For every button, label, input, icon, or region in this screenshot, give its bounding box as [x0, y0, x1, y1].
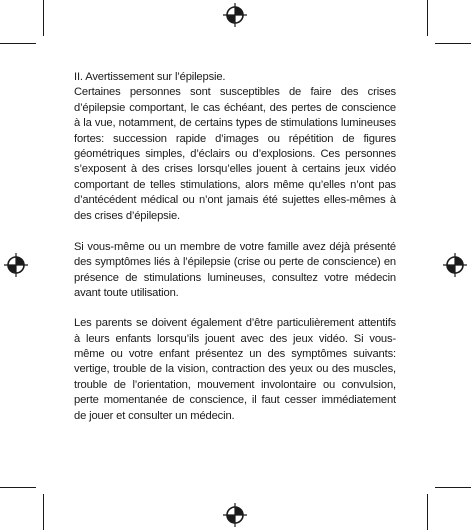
warning-paragraph-2: Si vous-même ou un membre de votre famille avez déjà présenté des symptômes liés à l’épilepsie (crise ou perte de conscience) en présence de stimulations lumineuses, consultez votre médecin avant toute utilisation.: [74, 241, 396, 300]
crop-mark-top-left-horizontal: [0, 43, 36, 44]
epilepsy-warning-section: [74, 70, 396, 439]
crop-mark-top-right-horizontal: [435, 43, 471, 44]
crop-mark-top-right-vertical: [427, 0, 428, 36]
registration-target-icon: [443, 253, 467, 277]
warning-paragraph-1: Certaines personnes sont susceptibles de faire des crises d’épilepsie comportant, le cas échéant, des pertes de conscience à la vue, notamment, de certains types de stimulations lumineuses fortes: succession rapide d’images ou répétition de figures géométriques simples, d’éclairs ou d’explosions. Ces personnes s’exposent à des crises lorsqu’elles jouent à certains jeux vidéo comportant de telles stimulations, alors même qu’elles n’ont pas d’antécédent médical ou n’ont jamais été sujettes elles-mêmes à des crises d’épilepsie.: [74, 86, 396, 222]
crop-mark-bottom-left-horizontal: [0, 487, 36, 488]
section-heading: II. Avertissement sur l’épilepsie.: [74, 71, 226, 83]
crop-mark-top-left-vertical: [43, 0, 44, 36]
registration-target-icon: [223, 503, 247, 527]
crop-mark-bottom-left-vertical: [43, 494, 44, 530]
registration-target-icon: [223, 3, 247, 27]
registration-target-icon: [4, 253, 28, 277]
warning-paragraph-3: Les parents se doivent également d’être particulièrement attentifs à leurs enfants lorsqu’ils jouent avec des jeux vidéo. Si vous-même ou votre enfant présentez un des symptômes suivants: vertige, trouble de la vision, contraction des yeux ou des muscles, trouble de l’orientation, mouvement involontaire ou convulsion, perte momentanée de conscience, il faut cesser immédiatement de jouer et consulter un médecin.: [74, 317, 396, 422]
crop-mark-bottom-right-vertical: [427, 494, 428, 530]
crop-mark-bottom-right-horizontal: [435, 487, 471, 488]
